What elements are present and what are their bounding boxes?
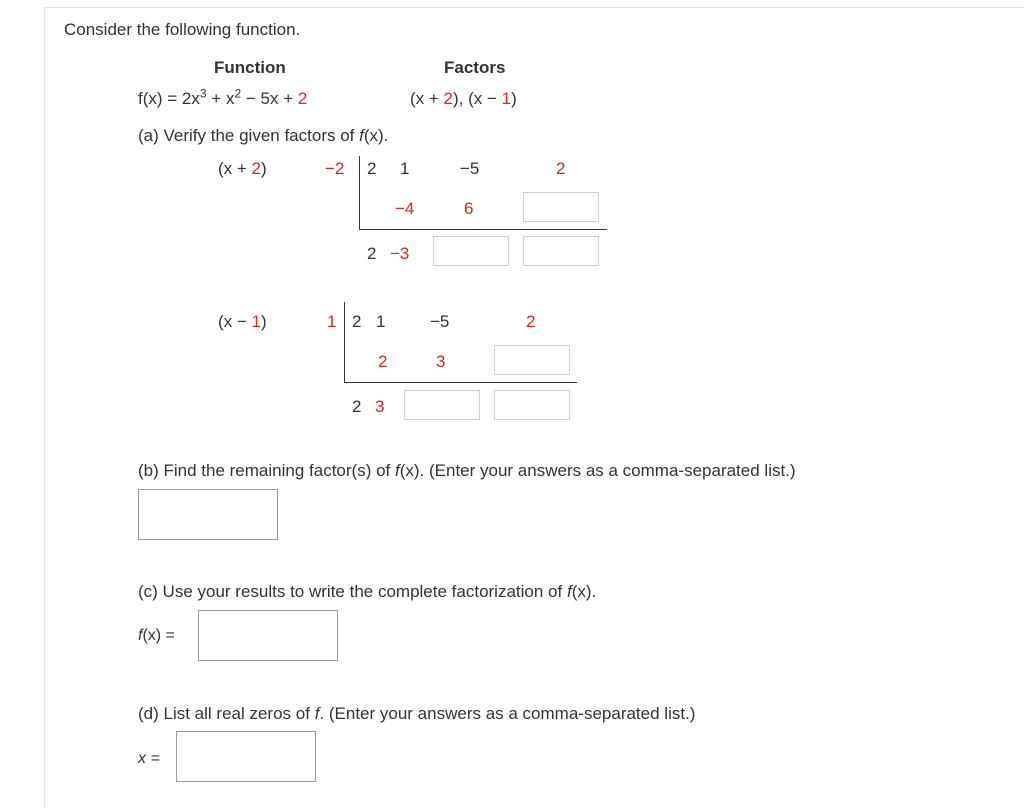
part-b-prefix: (b) Find the remaining factor(s) of: [138, 461, 395, 480]
div1-product-2: 6: [464, 199, 474, 218]
part-b-x: (x): [399, 461, 420, 480]
part-a-prefix: (a) Verify the given factors of: [138, 126, 360, 145]
div1-coeff-4: 2: [556, 159, 566, 178]
div2-product-3-input[interactable]: [494, 345, 570, 375]
part-c-lhs: [138, 626, 175, 646]
div2-vertical-bar: [344, 302, 345, 382]
div2-coeff-2: 1: [376, 312, 386, 331]
function-header: Function: [214, 58, 286, 77]
part-b-end: . (Enter your answers as a comma-separated list.): [419, 461, 796, 480]
div2-result-4-input[interactable]: [494, 390, 570, 420]
part-a-f: f: [359, 126, 364, 145]
part-b-f: f: [394, 461, 400, 480]
part-c-end: .: [591, 582, 597, 601]
div1-factor-number: 2: [251, 159, 262, 178]
fx-lhs: (x) = 2x: [142, 89, 200, 108]
factor2-number: 1: [501, 89, 512, 108]
factor1-close: ), (x −: [453, 89, 502, 108]
part-c-x: (x): [571, 582, 592, 601]
part-d-answer-input[interactable]: [176, 731, 316, 782]
div1-result-1: 2: [367, 244, 377, 263]
factor2-close: ): [511, 89, 517, 108]
part-c-prefix: (c) Use your results to write the complete factorization of: [138, 582, 567, 601]
div1-horizontal-bar: [359, 229, 607, 230]
div2-horizontal-bar: [344, 382, 577, 383]
div2-result-1: 2: [352, 397, 362, 416]
div2-result-3-input[interactable]: [404, 390, 480, 420]
intro-text: Consider the following function.: [64, 20, 301, 39]
div2-product-1: 2: [378, 352, 388, 371]
div2-factor-open: (x −: [218, 312, 252, 331]
factor1-number: 2: [443, 89, 454, 108]
div1-coeff-3: −5: [460, 159, 480, 178]
part-c-answer-input[interactable]: [198, 610, 338, 661]
div2-coeff-4: 2: [526, 312, 536, 331]
part-d-end: . (Enter your answers as a comma-separated list.): [319, 704, 696, 723]
plus-x-term: + x: [206, 89, 235, 108]
div2-factor: [218, 312, 267, 332]
div1-product-3-input[interactable]: [523, 192, 599, 222]
div1-result-3-input[interactable]: [433, 236, 509, 266]
div2-result-2: 3: [375, 397, 385, 416]
part-c-f: f: [566, 582, 572, 601]
div1-result-2: −3: [390, 244, 410, 263]
div1-result-4-input[interactable]: [523, 236, 599, 266]
div2-factor-number: 1: [251, 312, 262, 331]
div1-coeff-2: 1: [400, 159, 410, 178]
div2-divisor: 1: [327, 312, 337, 331]
frame-top-border: [44, 7, 1024, 8]
div1-factor-close: ): [261, 159, 267, 178]
factors-expression: [410, 89, 517, 109]
part-c-answer-f: f: [138, 627, 143, 644]
part-d-prefix: (d) List all real zeros of: [138, 704, 315, 723]
part-d-label: [138, 704, 695, 724]
div2-coeff-3: −5: [430, 312, 450, 331]
part-a-label: [138, 126, 388, 146]
exponent-3: 3: [199, 86, 207, 101]
frame-left-border: [44, 7, 45, 808]
exponent-2: 2: [234, 86, 242, 101]
part-d-lhs: x =: [138, 750, 160, 767]
div2-factor-close: ): [261, 312, 267, 331]
part-a-end: .: [383, 126, 389, 145]
part-b-label: [138, 461, 796, 481]
function-expression: [138, 86, 308, 109]
div1-factor-open: (x +: [218, 159, 252, 178]
part-c-answer-lhs: (x) =: [142, 627, 175, 644]
part-c-label: [138, 582, 596, 602]
div1-vertical-bar: [359, 156, 360, 230]
div1-coeff-1: 2: [367, 159, 377, 178]
div2-product-2: 3: [436, 352, 446, 371]
factor1-open: (x +: [410, 89, 444, 108]
div2-coeff-1: 2: [352, 312, 362, 331]
div1-factor: [218, 159, 267, 179]
part-a-x: (x): [363, 126, 384, 145]
constant-term: 2: [297, 89, 308, 108]
part-d-f: f: [314, 704, 320, 723]
div1-product-1: −4: [395, 199, 415, 218]
factors-header: Factors: [444, 58, 506, 77]
f-symbol: f: [138, 89, 143, 108]
part-b-answer-input[interactable]: [138, 489, 278, 540]
div1-divisor: −2: [325, 159, 345, 178]
minus-5x-term: − 5x +: [241, 89, 298, 108]
